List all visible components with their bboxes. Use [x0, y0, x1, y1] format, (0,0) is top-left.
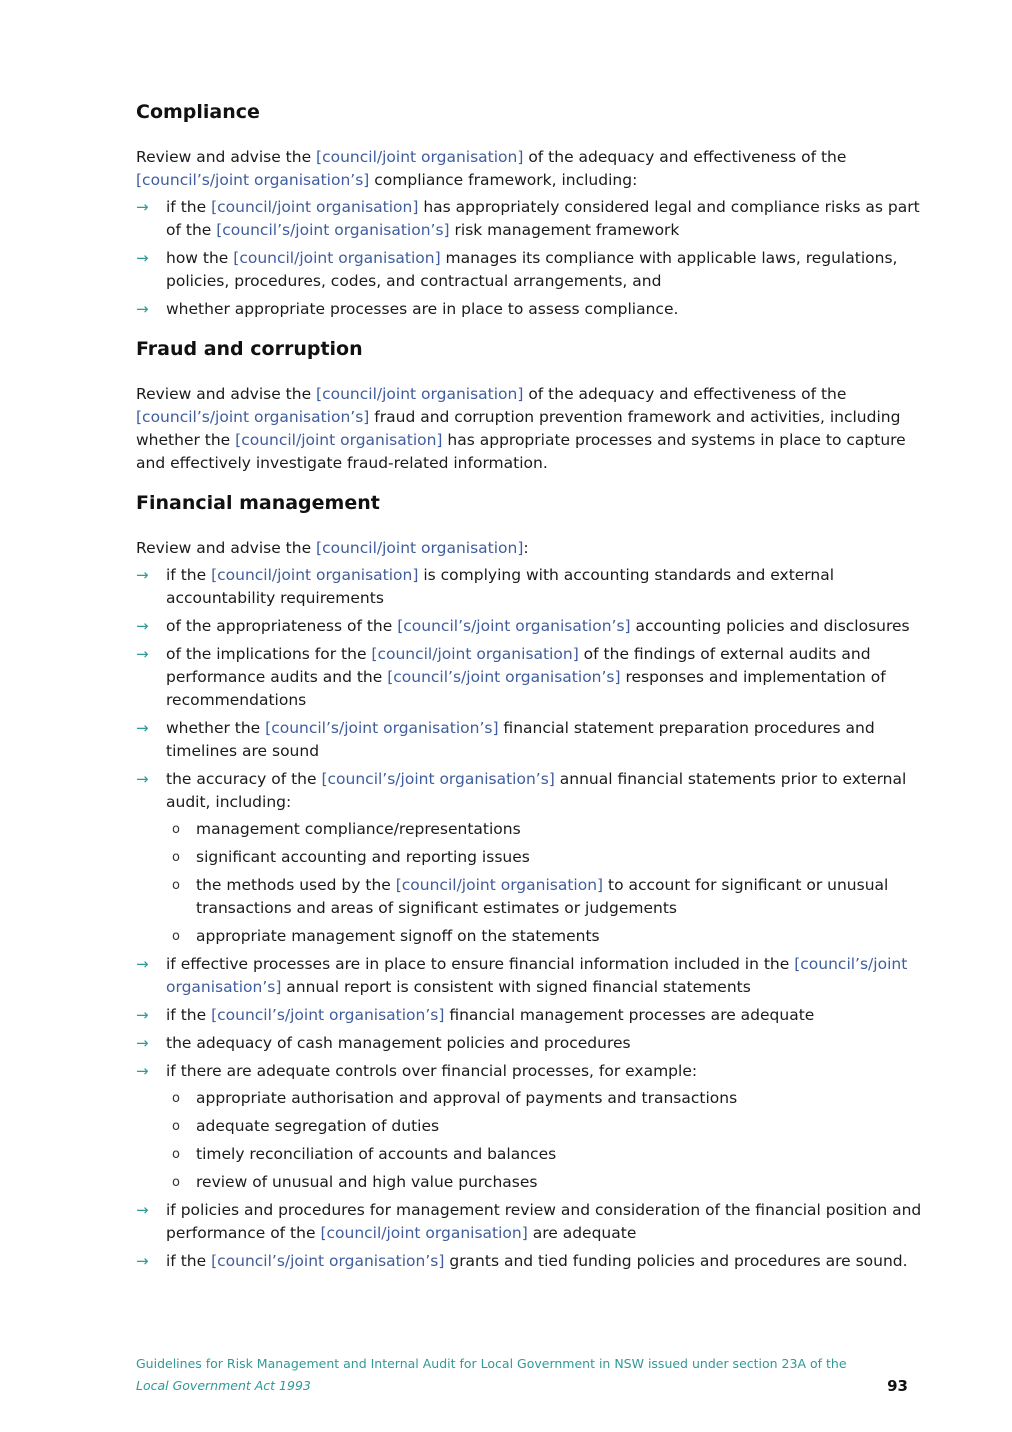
body-text: has appropriate processes and systems in place to capture and effectively investigate fraud-related information. — [136, 431, 906, 472]
body-text: if the — [166, 198, 212, 216]
list-item — [136, 1250, 926, 1273]
circle-bullet-icon: o — [172, 1119, 180, 1134]
arrow-icon: → — [136, 617, 149, 635]
placeholder-text: [council’s/joint organisation’s] — [397, 617, 631, 635]
placeholder-text: [council’s/joint organisation’s] — [321, 770, 555, 788]
body-text: financial management processes are adequate — [444, 1006, 815, 1024]
body-text: responses and implementation of recommendations — [166, 668, 886, 709]
section — [136, 100, 926, 321]
circle-bullet-icon: o — [172, 878, 180, 893]
body-text: Review and advise the — [136, 385, 317, 403]
list-item — [136, 564, 926, 610]
placeholder-text: [council/joint organisation] — [371, 645, 579, 663]
sub-list-item — [166, 874, 926, 920]
arrow-icon: → — [136, 1006, 149, 1024]
body-text: whether the — [166, 719, 266, 737]
body-text: adequate segregation of duties — [196, 1117, 440, 1135]
arrow-icon: → — [136, 1201, 149, 1219]
placeholder-text: [council’s/joint organisation’s] — [211, 1252, 445, 1270]
body-text: appropriate management signoff on the statements — [196, 927, 600, 945]
section — [136, 491, 926, 1273]
sub-list — [166, 818, 926, 948]
body-text: Review and advise the — [136, 148, 317, 166]
placeholder-text: [council’s/joint organisation’s] — [166, 955, 908, 996]
arrow-icon: → — [136, 566, 149, 584]
body-text: are adequate — [527, 1224, 637, 1242]
body-text: review of unusual and high value purchases — [196, 1173, 538, 1191]
body-text: of the appropriateness of the — [166, 617, 398, 635]
circle-bullet-icon: o — [172, 1175, 180, 1190]
section-intro — [136, 383, 926, 475]
body-text: of the adequacy and effectiveness of the — [523, 148, 847, 166]
body-text: if the — [166, 566, 212, 584]
bullet-list — [136, 196, 926, 321]
section-intro — [136, 146, 926, 192]
list-item — [136, 1004, 926, 1027]
list-item — [136, 298, 926, 321]
placeholder-text: [council’s/joint organisation’s] — [216, 221, 450, 239]
placeholder-text: [council/joint organisation] — [316, 148, 524, 166]
arrow-icon: → — [136, 1252, 149, 1270]
body-text: timely reconciliation of accounts and balances — [196, 1145, 557, 1163]
body-text: is complying with accounting standards and external accountability requirements — [166, 566, 835, 607]
list-item — [136, 247, 926, 293]
placeholder-text: [council’s/joint organisation’s] — [265, 719, 499, 737]
body-text: how the — [166, 249, 234, 267]
body-text: : — [523, 539, 529, 557]
arrow-icon: → — [136, 1062, 149, 1080]
arrow-icon: → — [136, 955, 149, 973]
body-text: fraud and corruption prevention framework and activities, including whether the — [136, 408, 901, 449]
body-text: management compliance/representations — [196, 820, 521, 838]
section-heading: Financial management — [136, 492, 380, 514]
circle-bullet-icon: o — [172, 929, 180, 944]
body-text: significant accounting and reporting issues — [196, 848, 530, 866]
placeholder-text: [council/joint organisation] — [316, 385, 524, 403]
sub-list-item — [166, 1087, 926, 1110]
sub-list-item — [166, 818, 926, 841]
body-text: Review and advise the — [136, 539, 317, 557]
body-text: annual financial statements prior to external audit, including: — [166, 770, 907, 811]
footer-act-title: Local Government Act 1993 — [136, 1378, 311, 1393]
circle-bullet-icon: o — [172, 850, 180, 865]
sub-list — [166, 1087, 926, 1194]
page-footer — [136, 1353, 926, 1397]
placeholder-text: [council’s/joint organisation’s] — [136, 171, 370, 189]
circle-bullet-icon: o — [172, 1147, 180, 1162]
document-body — [136, 100, 926, 1289]
circle-bullet-icon: o — [172, 822, 180, 837]
sub-list-item — [166, 1171, 926, 1194]
sub-list-item — [166, 925, 926, 948]
body-text: of the findings of external audits and performance audits and the — [166, 645, 871, 686]
list-item — [136, 953, 926, 999]
body-text: compliance framework, including: — [369, 171, 638, 189]
body-text: appropriate authorisation and approval of payments and transactions — [196, 1089, 738, 1107]
arrow-icon: → — [136, 770, 149, 788]
list-item — [136, 717, 926, 763]
body-text: risk management framework — [449, 221, 680, 239]
sub-list-item — [166, 846, 926, 869]
list-item — [136, 768, 926, 948]
arrow-icon: → — [136, 645, 149, 663]
list-item — [136, 1032, 926, 1055]
list-item — [136, 1060, 926, 1194]
placeholder-text: [council/joint organisation] — [235, 431, 443, 449]
body-text: if policies and procedures for management review and consideration of the financial position and performance of the — [166, 1201, 922, 1242]
body-text: if there are adequate controls over financial processes, for example: — [166, 1062, 698, 1080]
footer-main: Guidelines for Risk Management and Internal Audit for Local Government in NSW issued under section 23A of the — [136, 1356, 847, 1371]
body-text: if the — [166, 1252, 212, 1270]
body-text: if effective processes are in place to ensure financial information included in the — [166, 955, 795, 973]
bullet-list — [136, 564, 926, 1273]
body-text: the accuracy of the — [166, 770, 322, 788]
sub-list-item — [166, 1115, 926, 1138]
placeholder-text: [council/joint organisation] — [211, 198, 419, 216]
list-item — [136, 196, 926, 242]
placeholder-text: [council’s/joint organisation’s] — [211, 1006, 445, 1024]
arrow-icon: → — [136, 1034, 149, 1052]
body-text: grants and tied funding policies and procedures are sound. — [444, 1252, 908, 1270]
arrow-icon: → — [136, 249, 149, 267]
page-number: 93 — [887, 1377, 908, 1395]
list-item — [136, 643, 926, 712]
placeholder-text: [council’s/joint organisation’s] — [387, 668, 621, 686]
body-text: has appropriately considered legal and compliance risks as part of the — [166, 198, 920, 239]
body-text: whether appropriate processes are in place to assess compliance. — [166, 300, 679, 318]
placeholder-text: [council/joint organisation] — [211, 566, 419, 584]
body-text: accounting policies and disclosures — [630, 617, 910, 635]
list-item — [136, 1199, 926, 1245]
body-text: the methods used by the — [196, 876, 396, 894]
body-text: of the adequacy and effectiveness of the — [523, 385, 847, 403]
placeholder-text: [council/joint organisation] — [320, 1224, 528, 1242]
arrow-icon: → — [136, 719, 149, 737]
arrow-icon: → — [136, 198, 149, 216]
section-intro — [136, 537, 926, 560]
body-text: financial statement preparation procedures and timelines are sound — [166, 719, 875, 760]
section-heading: Fraud and corruption — [136, 338, 363, 360]
body-text: if the — [166, 1006, 212, 1024]
body-text: annual report is consistent with signed financial statements — [281, 978, 751, 996]
placeholder-text: [council/joint organisation] — [395, 876, 604, 894]
section-heading: Compliance — [136, 101, 260, 123]
body-text: manages its compliance with applicable laws, regulations, policies, procedures, codes, and contractual arrangements, and — [166, 249, 898, 290]
footer-text — [136, 1353, 866, 1397]
body-text: of the implications for the — [166, 645, 372, 663]
placeholder-text: [council’s/joint organisation’s] — [136, 408, 370, 426]
arrow-icon: → — [136, 300, 149, 318]
body-text: the adequacy of cash management policies and procedures — [166, 1034, 631, 1052]
section — [136, 337, 926, 475]
circle-bullet-icon: o — [172, 1091, 180, 1106]
list-item — [136, 615, 926, 638]
placeholder-text: [council/joint organisation] — [316, 539, 524, 557]
sub-list-item — [166, 1143, 926, 1166]
placeholder-text: [council/joint organisation] — [233, 249, 441, 267]
body-text: to account for significant or unusual transactions and areas of significant estimates or judgements — [196, 876, 889, 917]
